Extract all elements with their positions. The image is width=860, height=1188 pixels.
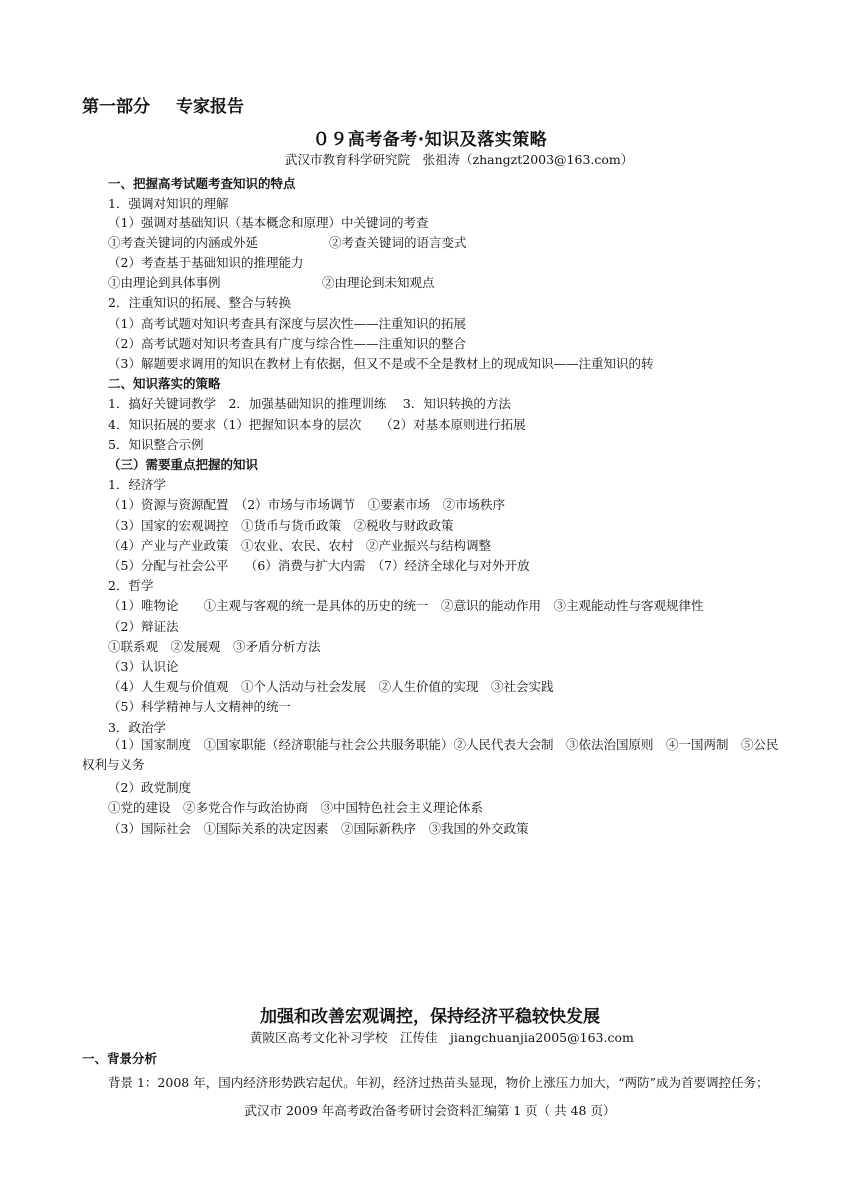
text-line: （3）认识论 bbox=[108, 659, 179, 674]
part-label: 第一部分 bbox=[82, 97, 150, 117]
text-paragraph: 背景 1：2008 年，国内经济形势跌宕起伏。年初，经济过热苗头显现，物价上涨压力加大，“两防”成为首要调控任务； bbox=[108, 1075, 769, 1090]
text-line: （1）资源与资源配置 （2）市场与市场调节 ①要素市场 ②市场秩序 bbox=[108, 497, 506, 512]
text-line: （2）高考试题对知识考查具有广度与综合性——注重知识的整合 bbox=[108, 336, 466, 351]
text-line: （2）政党制度 bbox=[108, 780, 191, 795]
text-line: （2）考查基于基础知识的推理能力 bbox=[108, 255, 304, 270]
text-line: 2．注重知识的拓展、整合与转换 bbox=[108, 295, 291, 310]
text-line: ②由理论到未知观点 bbox=[322, 275, 435, 290]
text-paragraph: （1）国家制度 ①国家职能（经济职能与社会公共服务职能）②人民代表大会制 ③依法治国原则 ④一国两制 ⑤公民权利与义务 bbox=[82, 737, 779, 772]
text-line: （3）国家的宏观调控 ①货币与货币政策 ②税收与财政政策 bbox=[108, 518, 454, 533]
article-title: 加强和改善宏观调控，保持经济平稳较快发展 bbox=[260, 1007, 600, 1027]
section-heading: （三）需要重点把握的知识 bbox=[108, 457, 259, 472]
text-line: （1）高考试题对知识考查具有深度与层次性——注重知识的拓展 bbox=[108, 316, 466, 331]
text-line: ①党的建设 ②多党合作与政治协商 ③中国特色社会主义理论体系 bbox=[108, 800, 484, 815]
section-heading: 一、把握高考试题考查知识的特点 bbox=[108, 176, 296, 191]
text-line: 5．知识整合示例 bbox=[108, 437, 204, 452]
text-line: （1）强调对基础知识（基本概念和原理）中关键词的考查 bbox=[108, 215, 429, 230]
article-author: 黄陂区高考文化补习学校 江传佳 jiangchuanjia2005@163.com bbox=[250, 1030, 634, 1045]
text-line: （3）解题要求调用的知识在教材上有依据，但又不是或不全是教材上的现成知识——注重知识的转 bbox=[108, 356, 654, 371]
text-line: ①联系观 ②发展观 ③矛盾分析方法 bbox=[108, 639, 321, 654]
text-line: 1．强调对知识的理解 bbox=[108, 196, 229, 211]
text-line: 1．经济学 bbox=[108, 477, 166, 492]
text-line: ②考查关键词的语言变式 bbox=[329, 235, 467, 250]
part-heading bbox=[82, 92, 244, 117]
text-line: 2．哲学 bbox=[108, 578, 154, 593]
text-line: 4．知识拓展的要求（1）把握知识本身的层次 （2）对基本原则进行拓展 bbox=[108, 417, 526, 432]
text-line: 3．政治学 bbox=[108, 720, 166, 735]
article-title: ０９高考备考·知识及落实策略 bbox=[312, 130, 548, 150]
part-title: 专家报告 bbox=[176, 97, 244, 117]
text-line: （5）分配与社会公平 （6）消费与扩大内需 （7）经济全球化与对外开放 bbox=[108, 558, 530, 573]
text-line: ①考查关键词的内涵或外延 bbox=[108, 235, 259, 250]
text-line: （4）产业与产业政策 ①农业、农民、农村 ②产业振兴与结构调整 bbox=[108, 538, 491, 553]
text-line: （3）国际社会 ①国际关系的决定因素 ②国际新秩序 ③我国的外交政策 bbox=[108, 821, 529, 836]
text-line: （1）唯物论 ①主观与客观的统一是具体的历史的统一 ②意识的能动作用 ③主观能动性与客观规律性 bbox=[108, 598, 704, 613]
text-line: （5）科学精神与人文精神的统一 bbox=[108, 699, 291, 714]
text-line: ①由理论到具体事例 bbox=[108, 275, 221, 290]
section-heading: 二、知识落实的策略 bbox=[108, 376, 221, 391]
section-heading: 一、背景分析 bbox=[82, 1051, 158, 1066]
page-footer: 武汉市 2009 年高考政治备考研讨会资料汇编第 1 页（ 共 48 页） bbox=[244, 1103, 616, 1118]
text-line: 1．搞好关键词教学 2．加强基础知识的推理训练 3．知识转换的方法 bbox=[108, 396, 511, 411]
article-author: 武汉市教育科学研究院 张祖涛（zhangzt2003@163.com） bbox=[285, 152, 634, 167]
text-line: （4）人生观与价值观 ①个人活动与社会发展 ②人生价值的实现 ③社会实践 bbox=[108, 679, 554, 694]
text-line: （2）辩证法 bbox=[108, 619, 179, 634]
